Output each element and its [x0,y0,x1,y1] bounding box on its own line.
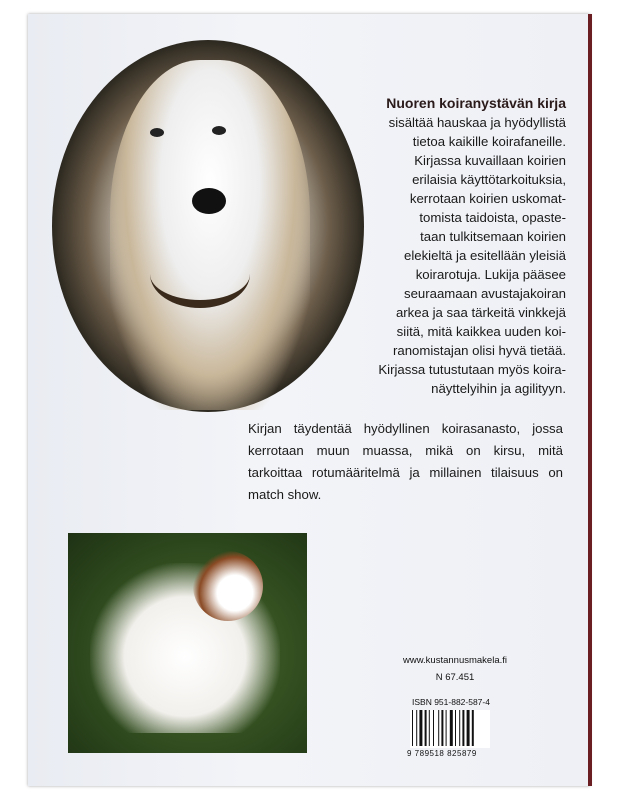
description-line: Kirjassa kuvaillaan koirien [414,153,566,168]
description-line: elekieltä ja esitellään yleisiä [403,248,566,263]
description-line: näyttelyihin ja agilityyn. [431,381,566,396]
barcode-bar [472,710,474,746]
description-line: siitä, mitä kaikkea uuden koi- [396,324,566,339]
description-line: koirarotuja. Lukija pääsee [415,267,566,282]
dog-eye [212,126,226,135]
jack-russell-head [193,551,263,621]
description-line: seuraamaan avustajakoiran [403,286,566,301]
description-line: tomista taidoista, opaste- [419,210,566,225]
dog-eye [150,128,164,137]
book-spine-edge [588,14,592,786]
barcode-bar [416,710,417,746]
description-block [266,94,566,398]
barcode-bar [419,710,422,746]
barcode-bar [459,710,460,746]
barcode-bar [455,710,456,746]
dog-collar [150,240,250,308]
barcode [410,710,490,748]
description-line: tietoa kaikille koirafaneille. [412,134,566,149]
jack-russell-photo [68,533,307,753]
barcode-bar [429,710,430,746]
dog-nose [192,188,226,214]
description-line: ranomistajan olisi hyvä tietää. [393,343,566,358]
description-line: taan tulkitsemaan koirien [420,229,566,244]
description-line: Kirjassa tutustutaan myös koira- [378,362,566,377]
barcode-bar [425,710,427,746]
barcode-bar [462,710,464,746]
description-line: kerrotaan koirien uskomat- [409,191,566,206]
description-line: arkea ja saa tärkeitä vinkkejä [395,305,566,320]
publisher-info [380,652,530,686]
barcode-bar [446,710,447,746]
barcode-bar [450,710,453,746]
website: www.kustannusmakela.fi [402,655,508,666]
barcode-bar [467,710,470,746]
barcode-number: 9 789518 825879 [407,749,477,758]
barcode-bar [433,710,434,746]
description-line: sisältää hauskaa ja hyödyllistä [388,115,566,130]
barcode-bar [412,710,413,746]
description-title: Nuoren koiranystävän kirja [386,95,566,111]
description-line: erilaisia käyttötarkoituksia, [412,172,566,187]
isbn: ISBN 951-882-587-4 [412,697,490,707]
second-paragraph: Kirjan täydentää hyödyllinen koirasanasto, jossa kerrotaan muun muassa, mikä on kirsu, mitä tarkoittaa rotumääritelmä ja millainen tilaisuus on match show. [248,421,563,502]
barcode-bar [441,710,443,746]
barcode-bar [438,710,439,746]
product-code: N 67.451 [435,672,475,683]
